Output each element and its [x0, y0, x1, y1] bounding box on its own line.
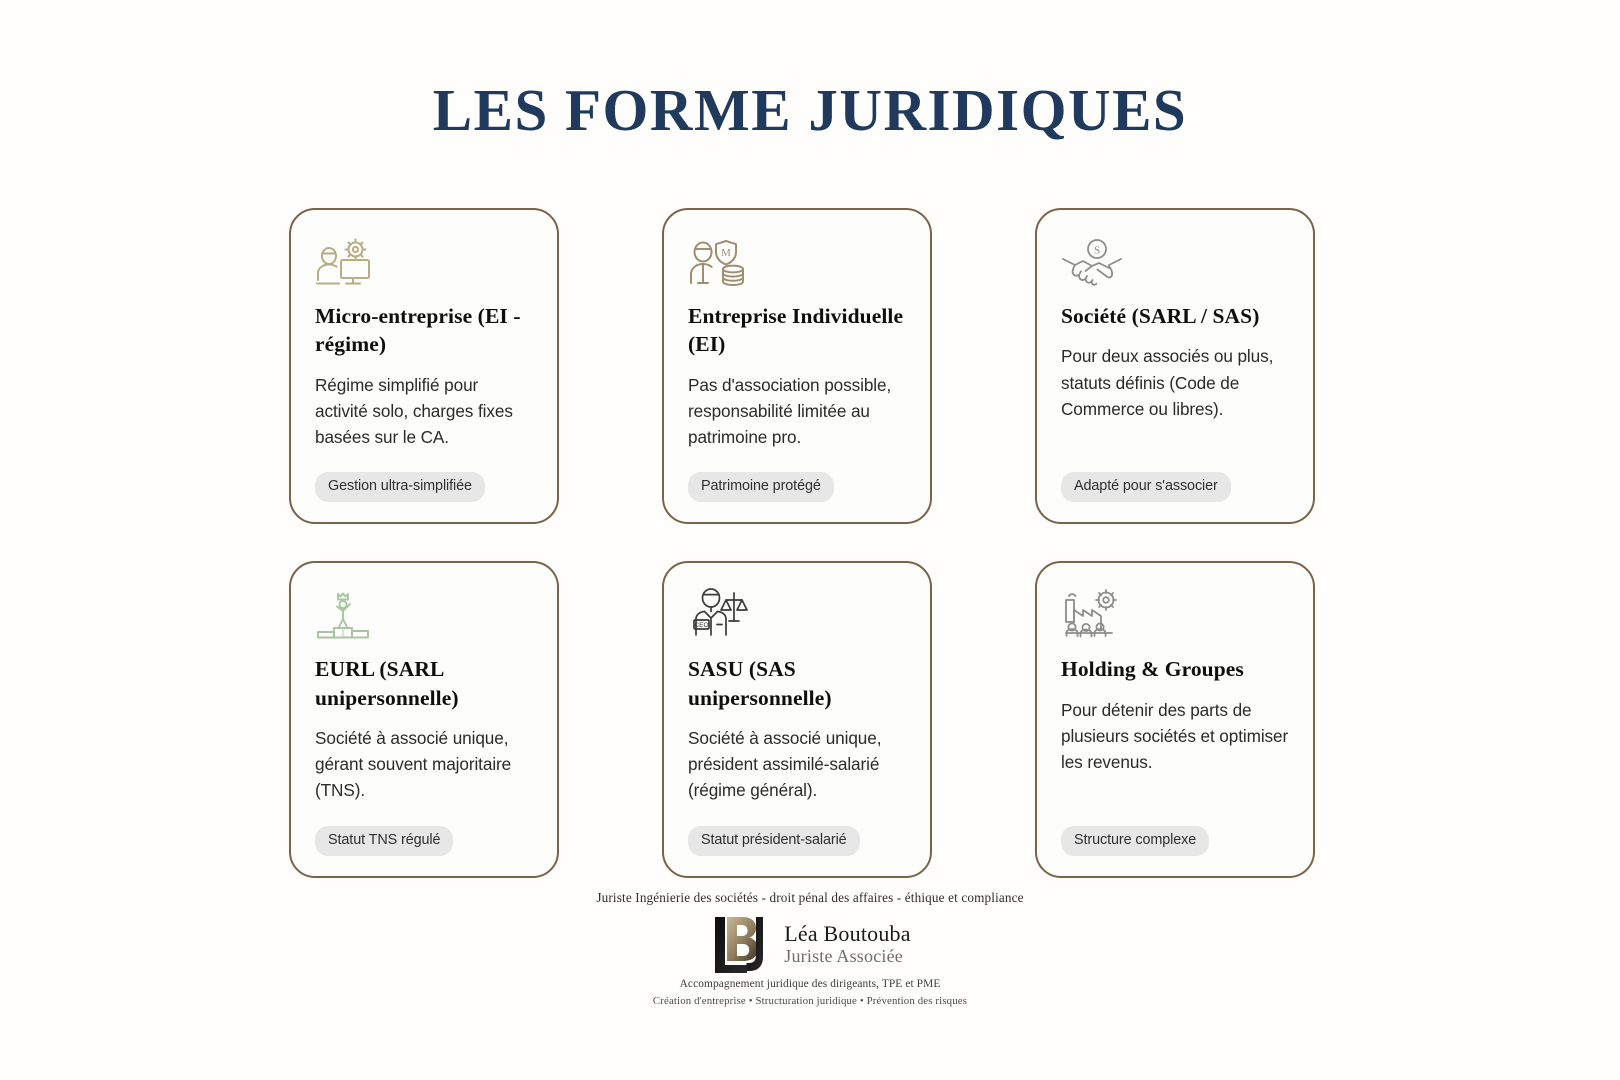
- status-badge: Structure complexe: [1061, 826, 1209, 856]
- brand-text: [784, 922, 910, 967]
- status-badge: Gestion ultra-simplifiée: [315, 472, 485, 502]
- status-badge: Patrimoine protégé: [688, 472, 834, 502]
- card-badge-row: [688, 804, 906, 856]
- card-micro-entreprise[interactable]: [289, 208, 559, 524]
- card-description: Société à associé unique, gérant souvent majoritaire (TNS).: [315, 728, 512, 801]
- card-sasu[interactable]: [662, 561, 932, 877]
- card-description: Pas d'association possible, responsabilité limitée au patrimoine pro.: [688, 374, 892, 448]
- footer-line-specialties: Création d'entreprise • Structuration juridique • Prévention des risques: [652, 995, 968, 1007]
- card-badge-row: [1061, 804, 1289, 856]
- card-title: EURL (SARL unipersonnelle): [315, 657, 459, 710]
- podium-winner-icon: [315, 585, 533, 643]
- factory-gear-people-icon: [1061, 585, 1289, 643]
- person-shield-coins-icon: [688, 232, 906, 290]
- svg-text:CEO: CEO: [694, 622, 709, 630]
- page-title: LES FORME JURIDIQUES: [432, 77, 1188, 143]
- card-description: Pour deux associés ou plus, statuts définis (Code de Commerce ou libres).: [1061, 346, 1274, 419]
- lb-monogram-logo-icon: [709, 913, 771, 975]
- card-eurl[interactable]: [289, 561, 559, 877]
- card-badge-row: [688, 450, 906, 502]
- card-title: Holding & Groupes: [1061, 657, 1244, 682]
- footer: [0, 890, 1620, 1007]
- svg-text:1: 1: [340, 629, 346, 639]
- card-description: Régime simplifié pour activité solo, charges fixes basées sur le CA.: [315, 374, 513, 448]
- card-badge-row: [315, 804, 533, 856]
- brand-name: Léa Boutouba: [784, 920, 911, 946]
- person-computer-gear-icon: [315, 232, 533, 290]
- status-badge: Statut président-salarié: [688, 826, 860, 856]
- card-title: Micro-entreprise (EI - régime): [315, 304, 521, 357]
- svg-text:S: S: [1093, 244, 1101, 257]
- card-badge-row: [315, 450, 533, 502]
- card-title: Entreprise Individuelle (EI): [688, 304, 904, 357]
- status-badge: Adapté pour s'associer: [1061, 472, 1231, 502]
- legal-forms-grid: [289, 208, 1331, 878]
- card-holding-groupes[interactable]: [1035, 561, 1315, 877]
- status-badge: Statut TNS régulé: [315, 826, 453, 856]
- card-societe-sarl-sas[interactable]: [1035, 208, 1315, 524]
- card-description: Pour détenir des parts de plusieurs sociétés et optimiser les revenus.: [1061, 699, 1289, 773]
- handshake-share-icon: [1061, 232, 1289, 290]
- card-title: SASU (SAS unipersonnelle): [688, 657, 832, 710]
- card-badge-row: [1061, 450, 1289, 502]
- brand-role: Juriste Associée: [784, 946, 903, 967]
- card-title: Société (SARL / SAS): [1061, 304, 1260, 328]
- footer-line-services: Accompagnement juridique des dirigeants, TPE et PME: [679, 978, 941, 990]
- card-description: Société à associé unique, président assimilé-salarié (régime général).: [688, 728, 882, 801]
- svg-text:M: M: [721, 247, 731, 259]
- brand-logo-row: [0, 913, 1620, 975]
- footer-tagline: Juriste Ingénierie des sociétés - droit pénal des affaires - éthique et compliance: [596, 890, 1024, 905]
- card-entreprise-individuelle[interactable]: [662, 208, 932, 524]
- ceo-scales-icon: [688, 585, 906, 643]
- page-title-container: [0, 78, 1620, 143]
